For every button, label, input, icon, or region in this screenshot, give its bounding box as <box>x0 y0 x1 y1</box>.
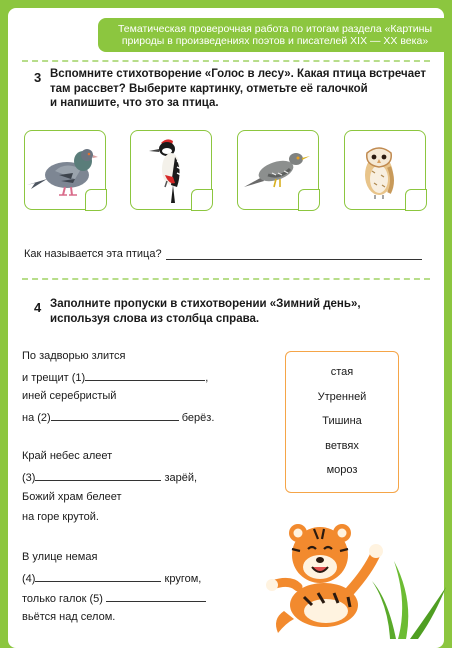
word-option[interactable]: Тишина <box>322 415 362 427</box>
poem-text: на (2) <box>22 412 51 424</box>
section-header <box>98 18 452 52</box>
blank-2-field[interactable] <box>51 410 179 421</box>
bird-answer-row <box>24 248 422 260</box>
blank-1-field[interactable] <box>85 370 205 381</box>
poem-line-2 <box>22 370 208 385</box>
poem-text: (4) <box>22 573 36 585</box>
poem-line-10 <box>22 571 201 586</box>
poem-line-3: иней серебристый <box>22 390 117 402</box>
poem-line-5: Край небес алеет <box>22 450 113 462</box>
word-option[interactable]: стая <box>330 366 354 378</box>
poem-text: только галок (5) <box>22 593 106 605</box>
poem-text: (3) <box>22 472 36 484</box>
blank-5-field[interactable] <box>106 591 206 602</box>
blank-4-field[interactable] <box>35 571 161 582</box>
poem-text: кругом, <box>161 573 202 585</box>
bird-card-cuckoo[interactable] <box>237 130 319 210</box>
word-option[interactable]: мороз <box>326 464 358 476</box>
task-3-line: там рассвет? Выберите картинку, отметьте её галочкой <box>50 82 368 95</box>
task-3-question <box>50 67 426 111</box>
blank-3-field[interactable] <box>35 470 161 481</box>
bird-answer-field[interactable] <box>166 249 422 260</box>
poem-line-6 <box>22 470 197 485</box>
word-option[interactable]: ветвях <box>325 440 359 452</box>
poem-text: и трещит (1) <box>22 372 86 384</box>
poem-line-8: на горе крутой. <box>22 511 99 523</box>
cuckoo-checkbox[interactable] <box>298 189 320 211</box>
divider-middle <box>22 278 430 280</box>
task-3-line: и напишите, что это за птица. <box>50 97 219 109</box>
poem-text: зарёй, <box>161 472 198 484</box>
poem-text: берёз. <box>178 412 215 424</box>
divider-top <box>22 60 430 62</box>
task-4-line: Заполните пропуски в стихотворении «Зимний день», <box>50 298 361 310</box>
task-4-line: используя слова из столбца справа. <box>50 312 260 325</box>
bird-card-pigeon[interactable] <box>24 130 106 210</box>
bird-card-owl[interactable] <box>344 130 426 210</box>
word-option[interactable]: Утренней <box>317 391 367 403</box>
woodpecker-checkbox[interactable] <box>191 189 213 211</box>
bird-answer-prompt: Как называется эта птица? <box>24 248 162 260</box>
task-4-number: 4 <box>34 300 42 315</box>
poem-line-4 <box>22 410 214 425</box>
poem-line-11 <box>22 591 206 606</box>
bird-card-woodpecker[interactable] <box>130 130 212 210</box>
poem-line-9: В улице немая <box>22 551 98 563</box>
task-4-question <box>50 297 361 326</box>
task-3-number: 3 <box>34 70 42 85</box>
word-bank <box>285 351 399 493</box>
tiger-mascot-icon <box>264 515 452 639</box>
owl-checkbox[interactable] <box>405 189 427 211</box>
poem-line-7: Божий храм белеет <box>22 491 122 503</box>
task-3-line: Вспомните стихотворение «Голос в лесу». Какая птица встречает <box>50 68 426 80</box>
pigeon-checkbox[interactable] <box>85 189 107 211</box>
header-line-1: Тематическая проверочная работа по итогам раздела «Картины <box>117 23 433 35</box>
poem-line-1: По задворью злится <box>22 350 126 362</box>
header-line-2: природы в произведениях поэтов и писателей XIX — XX века» <box>121 35 429 47</box>
poem-line-12: вьётся над селом. <box>22 611 116 623</box>
poem-text: , <box>205 372 209 384</box>
